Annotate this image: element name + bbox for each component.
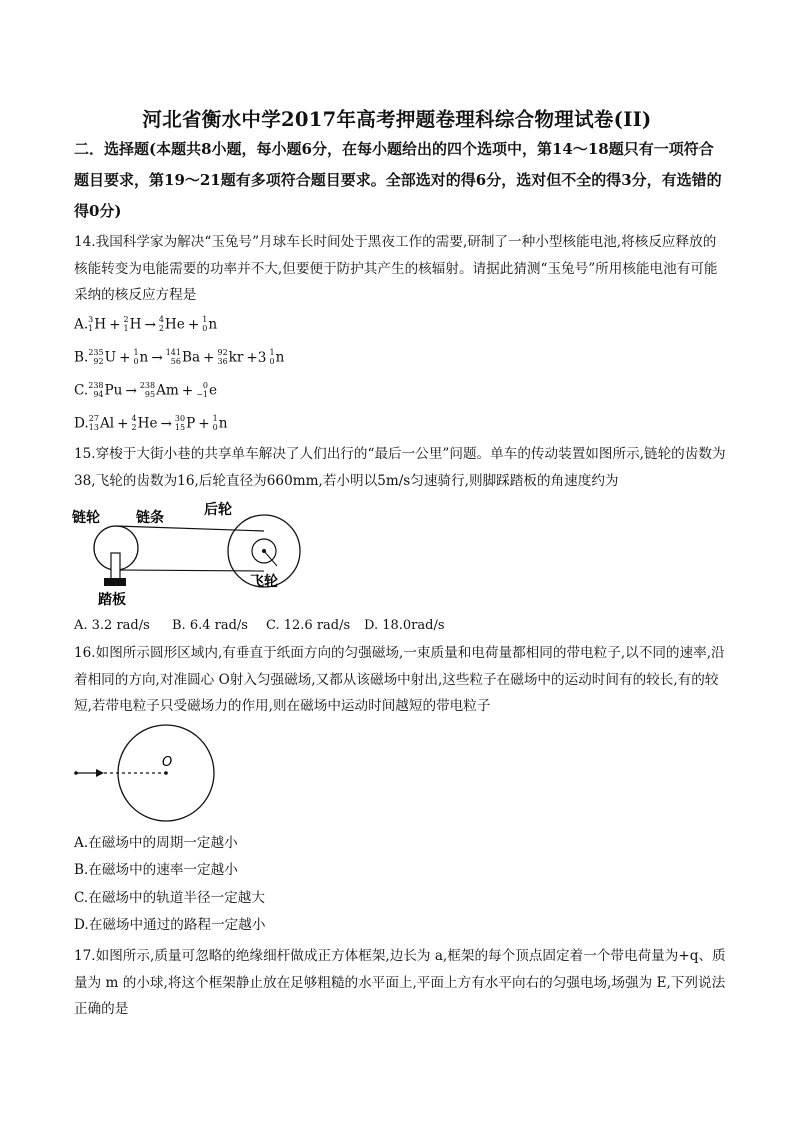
option-label: A. — [74, 316, 89, 333]
equation-operator: → — [144, 316, 156, 333]
element-symbol: n — [218, 415, 228, 432]
source-dot — [74, 771, 78, 775]
equation-operator: +3 — [246, 349, 267, 366]
arrow-head — [96, 769, 104, 777]
option-label: D. — [74, 415, 89, 432]
equation-operator: → — [125, 382, 137, 399]
mass-number: 27 — [88, 414, 99, 423]
atomic-number: 0 — [212, 422, 218, 432]
chain-lower-line — [116, 570, 264, 571]
element-symbol: U — [104, 349, 117, 366]
mass-number: 3 — [88, 315, 94, 324]
option-label: B. — [74, 349, 89, 366]
mass-number: 92 — [217, 348, 228, 357]
mass-number: 141 — [165, 348, 181, 357]
equation-operator: + — [181, 382, 194, 399]
mass-number: 4 — [131, 414, 137, 423]
mass-number: 235 — [88, 348, 104, 357]
flywheel-pointer — [264, 551, 277, 566]
element-symbol: kr — [228, 349, 244, 366]
mass-number: 1 — [202, 315, 208, 324]
element-symbol: He — [164, 316, 185, 333]
q15-option-d: D. 18.0rad/s — [364, 618, 445, 633]
element-symbol: P — [186, 415, 196, 432]
nuclide — [88, 314, 106, 335]
mass-number: 1 — [269, 348, 275, 357]
bicycle-transmission-figure — [70, 498, 310, 613]
q15-stem: 15.穿梭于大街小巷的共享单车解决了人们出行的“最后一公里”问题。单车的传动装置如图所示,链轮的齿数为38,飞轮的齿数为16,后轮直径为660mm,若小明以5m/s匀速骑行,则脚踩踏板的角速度约为 — [74, 446, 726, 489]
element-symbol: Am — [156, 382, 179, 399]
element-symbol: n — [275, 349, 285, 366]
q16-stem: 16.如图所示圆形区域内,有垂直于纸面方向的匀强磁场,一束质量和电荷量都相同的带电粒子,以不同的速率,沿着相同的方向,对准圆心 O射入匀强磁场,又都从该磁场中射出,这些粒子在磁场中的运动时间有的较长,有的较短,若带电粒子只受磁场力的作用,则在磁场中运动时间越短的带电粒子 — [74, 645, 725, 714]
section-header: 二．选择题(本题共8小题，每小题6分，在每小题给出的四个选项中，第14～18题只有一项符合题目要求，第19～21题有多项符合题目要求。全部选对的得6分，选对但不全的得3分，有选错的得0分) — [74, 140, 722, 220]
nuclide — [159, 314, 185, 335]
atomic-number: 92 — [93, 356, 104, 366]
q15-option-a: A. 3.2 rad/s — [74, 618, 150, 633]
atomic-number: 94 — [93, 389, 104, 399]
mass-number: 238 — [139, 381, 156, 390]
atomic-number: 13 — [88, 422, 99, 432]
nuclide — [269, 347, 284, 368]
nuclide — [88, 347, 116, 368]
nuclide — [132, 413, 158, 434]
pedal-block — [104, 578, 126, 586]
nuclide — [140, 380, 179, 401]
q16-option-b: B.在磁场中的速率一定越小 — [74, 862, 238, 878]
nuclide — [202, 314, 217, 335]
magnetic-field-figure — [70, 720, 230, 830]
element-symbol: H — [94, 316, 107, 333]
atomic-number: 56 — [170, 356, 181, 366]
q16-option-a: A.在磁场中的周期一定越小 — [74, 835, 238, 851]
q14-stem: 14.我国科学家为解决“玉兔号”月球车长时间处于黑夜工作的需要,研制了一种小型核能电池,将核反应释放的核能转变为电能需要的功率并不大,但要便于防护其产生的核辐射。请据此猜测“玉兔号”所用核能电池有可能采纳的核反应方程是 — [74, 234, 718, 303]
element-symbol: Al — [99, 415, 115, 432]
label-center-o: O — [162, 755, 173, 770]
label-flywheel: 飞轮 — [250, 574, 278, 590]
atomic-number: 1 — [123, 323, 129, 333]
atomic-number: 36 — [217, 356, 228, 366]
equation-operator: → — [151, 349, 163, 366]
page-title: 河北省衡水中学2017年高考押题卷理科综合物理试卷(II) — [142, 108, 652, 131]
equation-operator: + — [109, 316, 121, 333]
nuclide — [88, 380, 122, 401]
q14-option-a — [74, 314, 217, 335]
nuclide — [217, 347, 243, 368]
equation-operator: + — [119, 349, 131, 366]
mass-number: 4 — [158, 315, 164, 324]
nuclide — [196, 380, 217, 401]
label-rear-wheel: 后轮 — [204, 502, 232, 518]
nuclide — [133, 347, 148, 368]
atomic-number: 0 — [269, 356, 275, 366]
nuclide — [89, 413, 114, 434]
equation-operator: + — [187, 316, 200, 333]
element-symbol: Ba — [181, 349, 201, 366]
atomic-number: 1 — [88, 323, 94, 333]
nuclide — [175, 413, 195, 434]
nuclide — [123, 314, 141, 335]
mass-number: 0 — [202, 381, 209, 390]
atomic-number: 15 — [174, 422, 186, 432]
atomic-number: 2 — [158, 323, 164, 333]
mass-number: 2 — [123, 315, 129, 324]
atomic-number: −1 — [196, 389, 209, 399]
nuclide — [213, 413, 228, 434]
q15-option-b: B. 6.4 rad/s — [172, 618, 248, 633]
atomic-number: 0 — [202, 323, 208, 333]
equation-operator: → — [160, 415, 172, 432]
mass-number: 238 — [88, 381, 104, 390]
center-dot — [164, 771, 168, 775]
q15-option-c: C. 12.6 rad/s — [266, 618, 351, 633]
atomic-number: 0 — [133, 356, 139, 366]
q16-option-d: D.在磁场中通过的路程一定越小 — [74, 917, 266, 933]
element-symbol: e — [209, 382, 218, 399]
mass-number: 30 — [174, 414, 186, 423]
label-chain: 链条 — [136, 510, 164, 526]
q16-option-c: C.在磁场中的轨道半径一定越大 — [74, 890, 265, 906]
q14-option-c — [74, 380, 217, 401]
element-symbol: H — [129, 316, 142, 333]
q17-stem: 17.如图所示,质量可忽略的绝缘细杆做成正方体框架,边长为 a,框架的每个顶点固定着一个带电荷量为+q、质量为 m 的小球,将这个框架静止放在足够粗糙的水平面上,平面上方有水平向右的匀强电场,场强为 E,下列说法正确的是 — [74, 948, 726, 1017]
label-pedal: 踏板 — [98, 592, 126, 608]
element-symbol: n — [208, 316, 218, 333]
q14-option-b — [74, 347, 284, 368]
equation-operator: + — [203, 349, 215, 366]
element-symbol: He — [137, 415, 158, 432]
label-chainring: 链轮 — [72, 510, 100, 526]
nuclide — [166, 347, 200, 368]
atomic-number: 95 — [144, 389, 156, 399]
chain-upper-line — [116, 526, 264, 531]
mass-number: 1 — [133, 348, 139, 357]
mass-number: 1 — [212, 414, 218, 423]
atomic-number: 2 — [131, 422, 137, 432]
element-symbol: Pu — [104, 382, 123, 399]
option-label: C. — [74, 382, 89, 399]
equation-operator: + — [198, 415, 210, 432]
equation-operator: + — [117, 415, 129, 432]
element-symbol: n — [139, 349, 149, 366]
q14-option-d — [74, 413, 227, 434]
